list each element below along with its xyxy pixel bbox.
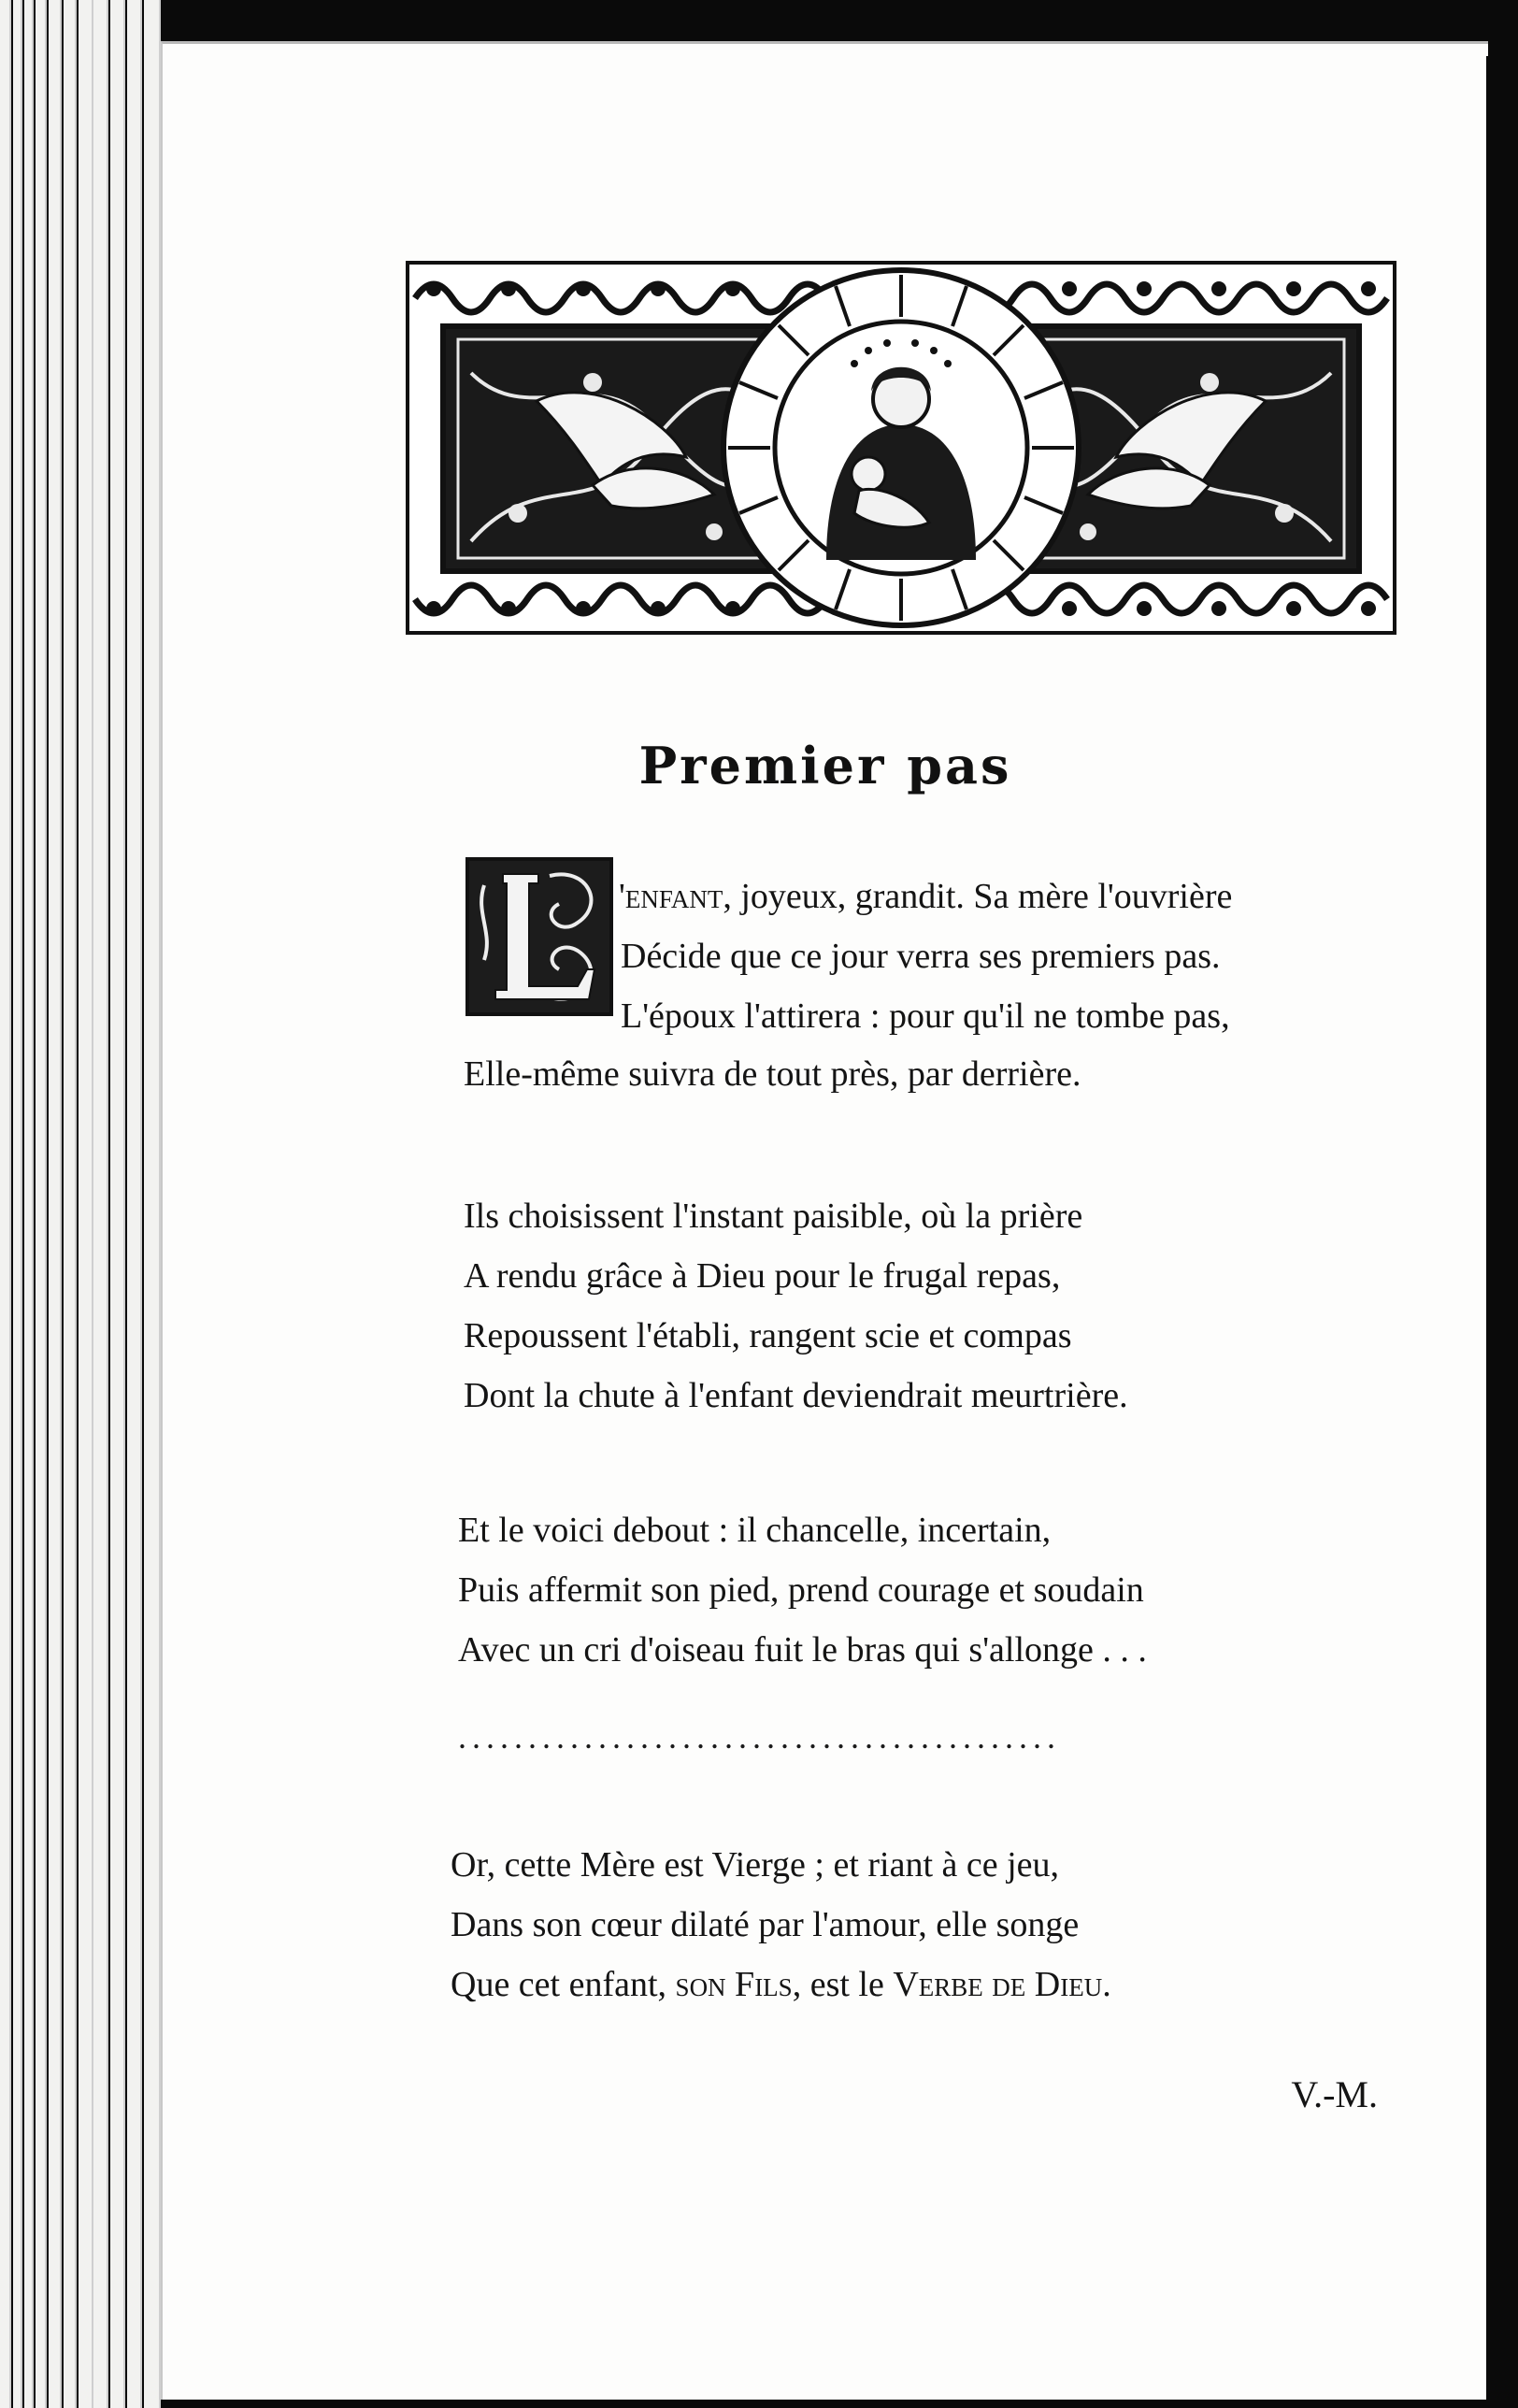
poem-line-verbe-de-dieu: Verbe de Dieu xyxy=(893,1965,1103,2004)
page-edge xyxy=(13,0,22,2408)
stanza-1-opening xyxy=(619,867,1232,1046)
poem-line: Décide que ce jour verra ses premiers pas. xyxy=(621,937,1221,976)
poem-line: Ils choisissent l'instant paisible, où la prière xyxy=(464,1197,1083,1236)
author-signature: V.-M. xyxy=(1291,2073,1378,2115)
page-edge xyxy=(144,0,161,2408)
poem-line xyxy=(451,1955,1111,2014)
stanza-2 xyxy=(464,1186,1128,1426)
poem-line xyxy=(619,867,1232,926)
poem-line: Puis affermit son pied, prend courage et soudain xyxy=(458,1570,1144,1610)
scan-border xyxy=(1486,56,1518,2408)
page-edge xyxy=(24,0,34,2408)
poem-line-text: . xyxy=(1102,1965,1111,2004)
poem-line: Elle-même suivra de tout près, par derrière. xyxy=(464,1054,1081,1094)
poem-line: Et le voici debout : il chancelle, incertain, xyxy=(458,1511,1052,1550)
page-edge xyxy=(49,0,62,2408)
page-edge xyxy=(93,0,108,2408)
page-edge xyxy=(64,0,77,2408)
page-edge xyxy=(127,0,142,2408)
drop-cap-letter: L xyxy=(497,996,499,998)
stanza-3 xyxy=(458,1500,1147,1680)
poem-line: A rendu grâce à Dieu pour le frugal repas, xyxy=(464,1256,1061,1296)
drop-cap-l-icon xyxy=(465,857,613,1016)
stanza-4 xyxy=(451,1835,1111,2014)
ellipsis-line: ........................................... xyxy=(458,1718,1061,1756)
poem-line: Or, cette Mère est Vierge ; et riant à ce jeu, xyxy=(451,1845,1060,1885)
page-edge xyxy=(79,0,93,2408)
poem-line-text: Que cet enfant, xyxy=(451,1965,676,2004)
poem-line-text: , joyeux, grandit. Sa mère l'ouvrière xyxy=(723,877,1233,916)
stanza-1-closing xyxy=(464,1044,1081,1104)
page-edge xyxy=(110,0,125,2408)
poem-line: L'époux l'attirera : pour qu'il ne tombe pas, xyxy=(621,996,1230,1036)
poem-line-opening-word: 'enfant xyxy=(619,877,723,916)
poem-line-text: , est le xyxy=(792,1965,894,2004)
poem-line: Avec un cri d'oiseau fuit le bras qui s'allonge . . . xyxy=(458,1630,1147,1670)
poem-line: Repoussent l'établi, rangent scie et compas xyxy=(464,1316,1072,1355)
book-page xyxy=(161,41,1488,2400)
page-edge xyxy=(36,0,47,2408)
poem-line: Dans son cœur dilaté par l'amour, elle songe xyxy=(451,1905,1080,1944)
poem-line-son-fils: son Fils xyxy=(675,1965,793,2004)
headpiece-madonna-doves-icon xyxy=(406,261,1396,635)
poem-line: Dont la chute à l'enfant deviendrait meurtrière. xyxy=(464,1376,1128,1415)
poem-title: Premier pas xyxy=(638,736,1012,796)
page-edge xyxy=(0,0,11,2408)
